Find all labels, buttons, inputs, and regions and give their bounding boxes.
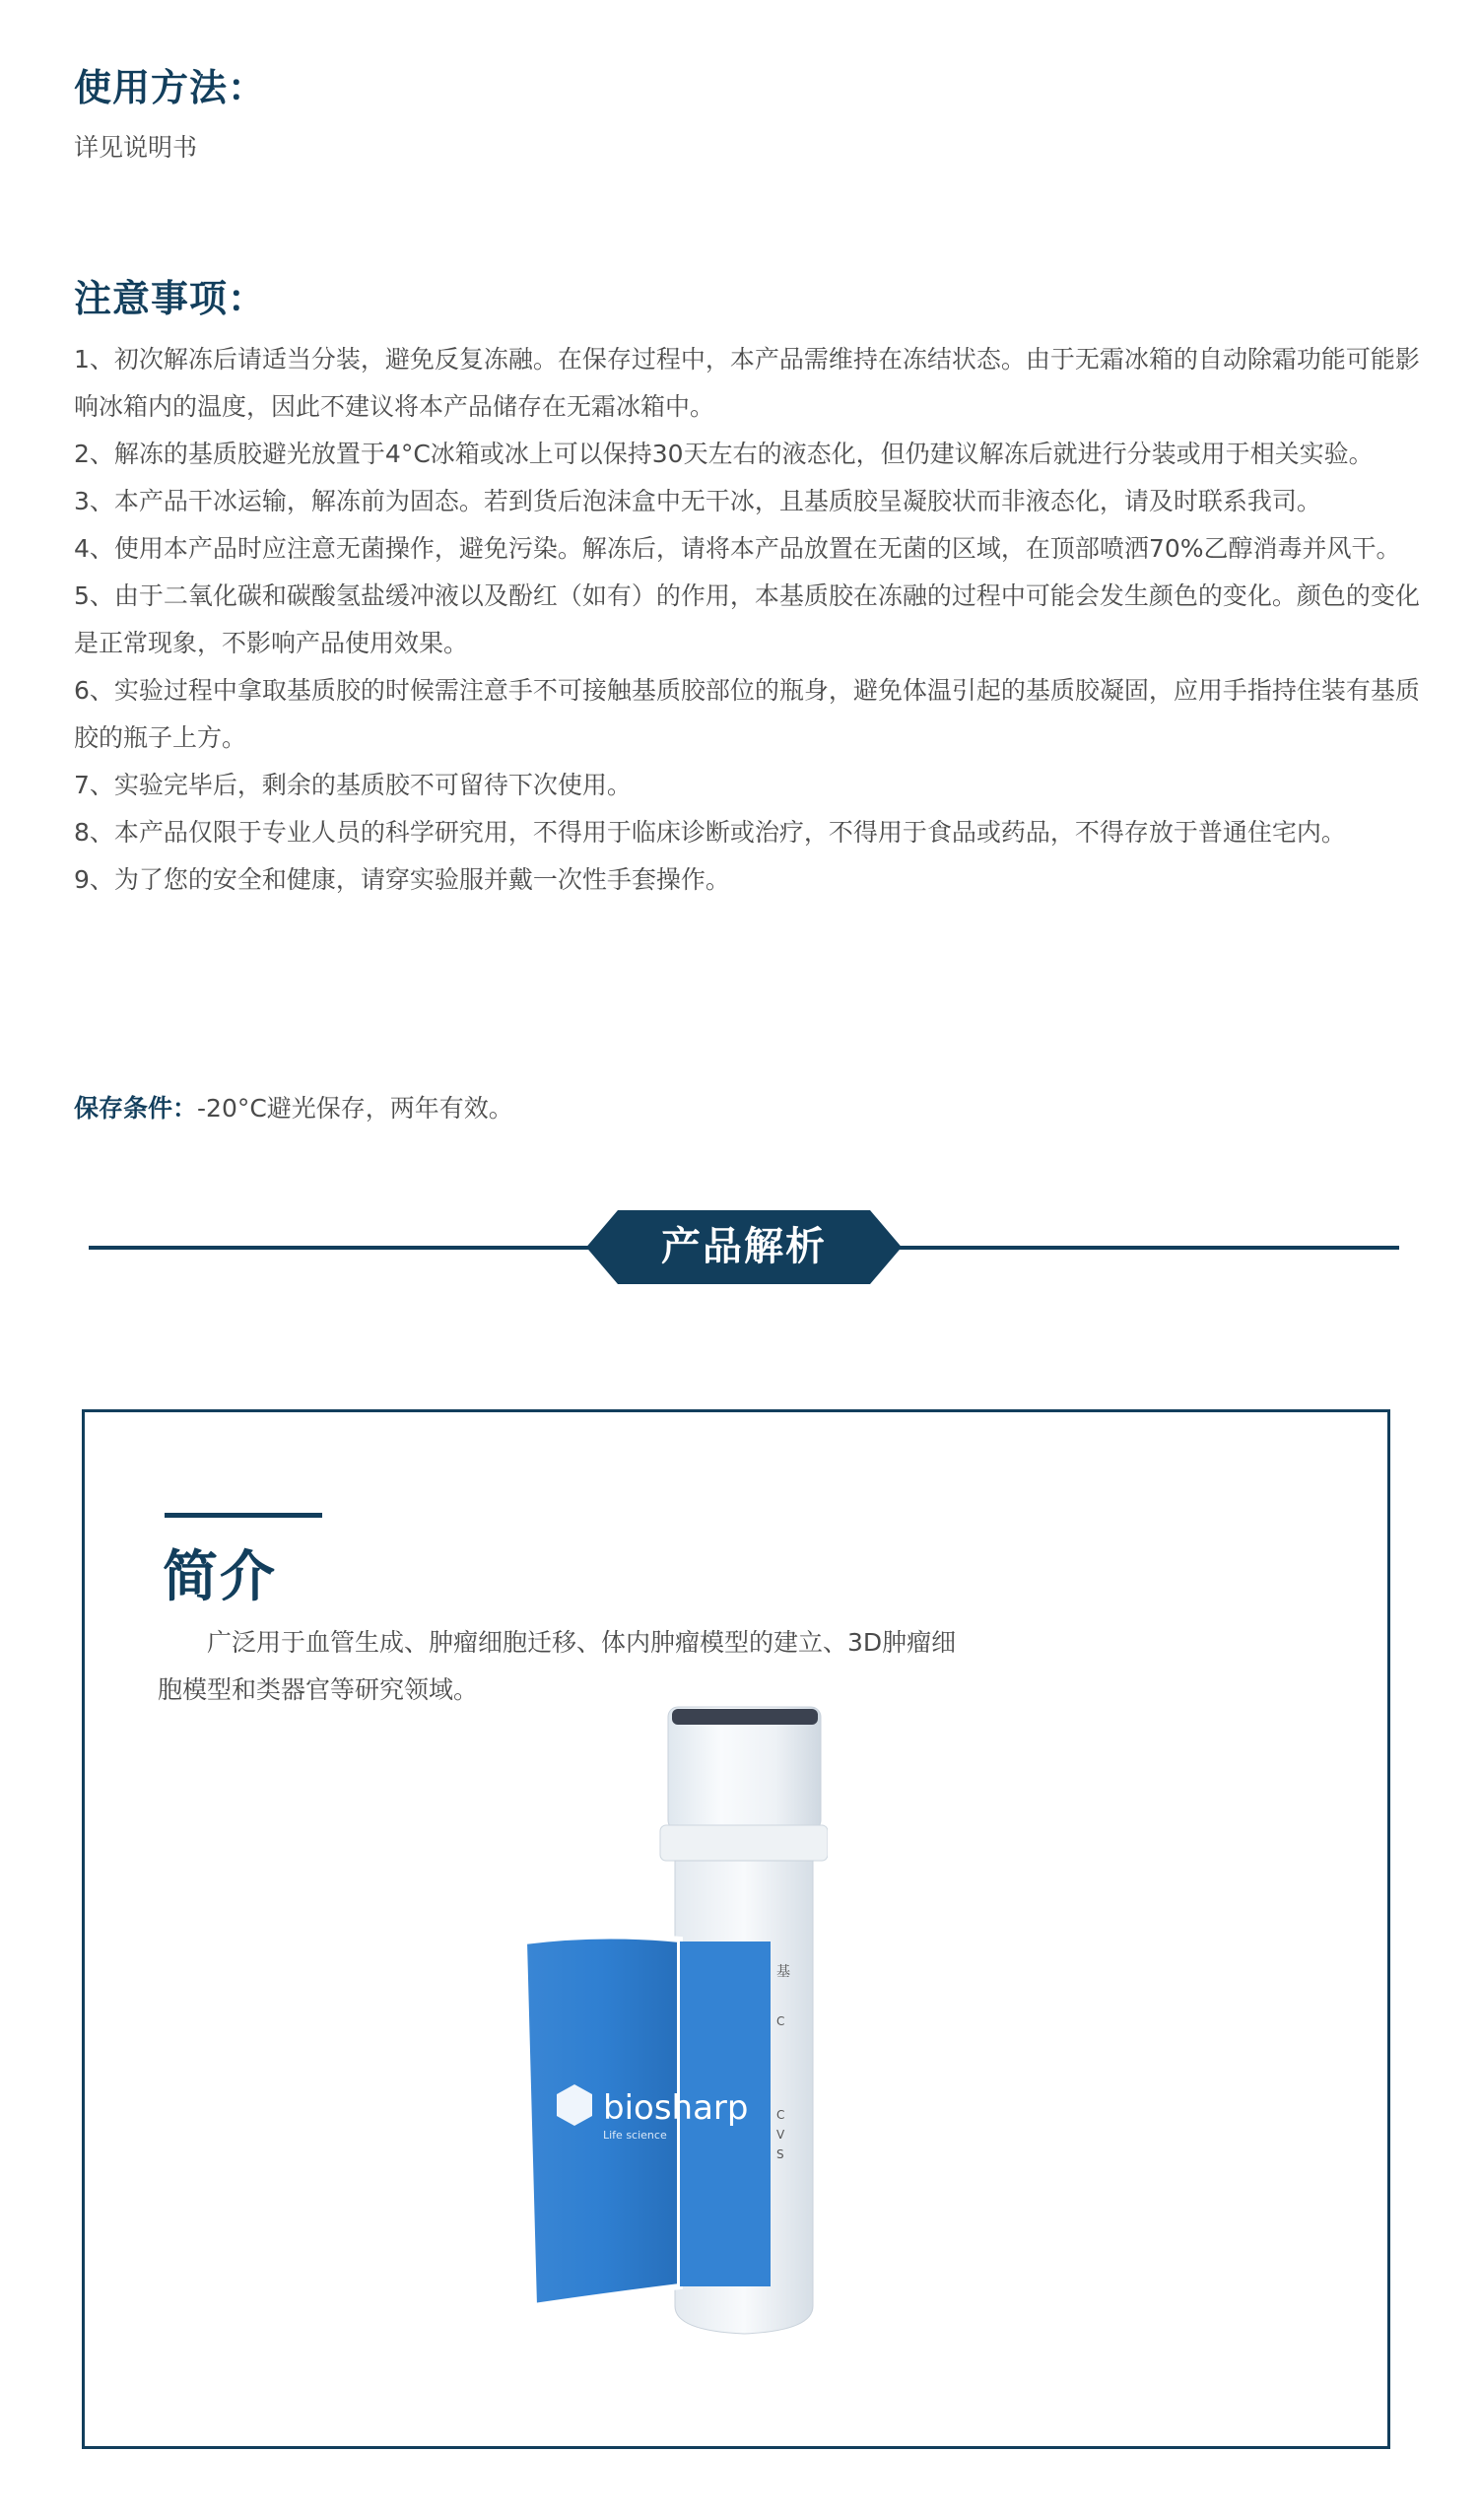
note-item: 7、实验完毕后，剩余的基质胶不可留待下次使用。 [74, 771, 632, 799]
brand-name: biosharp [603, 2088, 749, 2128]
vial-label-text-edge: C [776, 2108, 785, 2122]
note-item: 2、解冻的基质胶避光放置于4°C冰箱或冰上可以保持30天左右的液态化，但仍建议解冻后就进行分装或用于相关实验。 [74, 440, 1374, 468]
vial-label-text-edge: C [776, 2014, 785, 2028]
vial-cap-ring [660, 1825, 828, 1861]
note-item: 1、初次解冻后请适当分装，避免反复冻融。在保存过程中，本产品需维持在冻结状态。由于无霜冰箱的自动除霜功能可能影响冰箱内的温度，因此不建议将本产品储存在无霜冰箱中。 [74, 345, 1420, 421]
vial-label-text-edge: 基 [776, 1964, 790, 1980]
vial-label-text-edge: V [776, 2128, 785, 2142]
note-item: 5、由于二氧化碳和碳酸氢盐缓冲液以及酚红（如有）的作用，本基质胶在冻融的过程中可能会发生颜色的变化。颜色的变化是正常现象，不影响产品使用效果。 [74, 581, 1420, 657]
note-item: 9、为了您的安全和健康，请穿实验服并戴一次性手套操作。 [74, 865, 730, 894]
product-vial-image [512, 1695, 828, 2346]
usage-heading: 使用方法： [74, 66, 267, 109]
intro-heading: 简介 [163, 1545, 277, 1609]
storage-value: -20°C避光保存，两年有效。 [197, 1094, 513, 1123]
brand-tagline: Life science [603, 2129, 667, 2142]
vial-label-text-edge: S [776, 2147, 784, 2161]
note-item: 4、使用本产品时应注意无菌操作，避免污染。解冻后，请将本产品放置在无菌的区域，在顶部喷洒70%乙醇消毒并风干。 [74, 534, 1401, 563]
intro-text: 广泛用于血管生成、肿瘤细胞迁移、体内肿瘤模型的建立、3D肿瘤细胞模型和类器官等研究领域。 [158, 1628, 957, 1704]
intro-accent-bar [165, 1513, 322, 1518]
note-item: 6、实验过程中拿取基质胶的时候需注意手不可接触基质胶部位的瓶身，避免体温引起的基质胶凝固，应用手指持住装有基质胶的瓶子上方。 [74, 676, 1420, 752]
banner-line-left [89, 1246, 601, 1250]
usage-text: 详见说明书 [74, 133, 198, 162]
storage-condition [74, 1085, 513, 1132]
notes-heading: 注意事项： [74, 277, 267, 320]
note-item: 3、本产品干冰运输，解冻前为固态。若到货后泡沫盒中无干冰，且基质胶呈凝胶状而非液态化，请及时联系我司。 [74, 487, 1321, 515]
notes-list [74, 336, 1434, 904]
note-item: 8、本产品仅限于专业人员的科学研究用，不得用于临床诊断或治疗，不得用于食品或药品，不得存放于普通住宅内。 [74, 818, 1346, 847]
banner-line-right [887, 1246, 1399, 1250]
banner-label: 产品解析 [661, 1224, 827, 1269]
section-banner [89, 1210, 1399, 1284]
vial-cap [668, 1707, 821, 1830]
storage-label: 保存条件： [74, 1094, 198, 1123]
vial-cap-top [672, 1709, 818, 1725]
